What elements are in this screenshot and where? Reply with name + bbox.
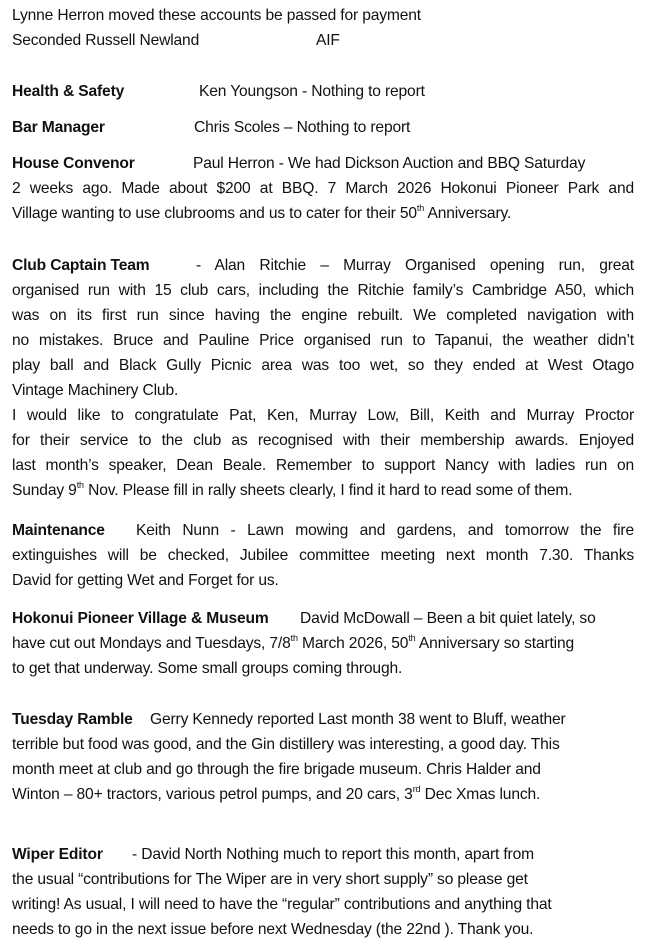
club-captain-line-1	[12, 256, 634, 276]
wiper-editor-heading: Wiper Editor	[12, 846, 103, 863]
house-convenor-text: Paul Herron - We had Dickson Auction and BBQ Saturday	[193, 155, 586, 172]
house-convenor-line-1	[12, 154, 586, 174]
club-captain-line-9: last month’s speaker, Dean Beale. Remember to support Nancy with ladies run on	[12, 457, 634, 474]
maintenance-line-1	[12, 521, 634, 541]
club-captain-line-10	[12, 481, 572, 501]
club-captain-text: - Alan Ritchie – Murray Organised opening run, great	[196, 257, 634, 274]
club-captain-line-6: Vintage Machinery Club.	[12, 382, 179, 399]
museum-line-2	[12, 634, 574, 654]
tuesday-ramble-line-3: month meet at club and go through the fire brigade museum. Chris Halder and	[12, 761, 541, 778]
superscript: rd	[412, 783, 421, 794]
maintenance-line-2: extinguishes will be checked, Jubilee committee meeting next month 7.30. Thanks	[12, 547, 634, 564]
house-convenor-line-3	[12, 204, 511, 224]
house-convenor-line-2: 2 weeks ago. Made about $200 at BBQ. 7 March 2026 Hokonui Pioneer Park and	[12, 180, 634, 197]
museum-heading: Hokonui Pioneer Village & Museum	[12, 610, 269, 627]
club-captain-line-10-end: Nov. Please fill in rally sheets clearly, I find it hard to read some of them.	[83, 482, 573, 499]
maintenance-text: Keith Nunn - Lawn mowing and gardens, and tomorrow the fire	[136, 522, 634, 539]
house-convenor-line-3-end: Anniversary.	[424, 205, 512, 222]
wiper-editor-line-2: the usual “contributions for The Wiper are in very short supply” so please get	[12, 871, 528, 888]
tuesday-ramble-heading: Tuesday Ramble	[12, 711, 133, 728]
tuesday-ramble-text: Gerry Kennedy reported Last month 38 went to Bluff, weather	[150, 711, 566, 728]
club-captain-line-5: play ball and Black Gully Picnic area was too wet, so they ended at West Otago	[12, 357, 634, 374]
wiper-editor-line-3: writing! As usual, I will need to have the “regular” contributions and anything that	[12, 896, 552, 913]
tuesday-ramble-line-1	[12, 710, 566, 730]
seconded-text: Seconded Russell Newland	[12, 32, 200, 49]
bar-manager-line	[12, 118, 411, 138]
museum-text: David McDowall – Been a bit quiet lately, so	[300, 610, 596, 627]
museum-line-2-mid: March 2026, 50	[297, 635, 409, 652]
club-captain-line-10-text: Sunday 9	[12, 482, 77, 499]
superscript: th	[416, 202, 425, 213]
bar-manager-text: Chris Scoles – Nothing to report	[194, 119, 411, 136]
club-captain-line-3: was on its first run since having the engine rebuilt. We completed navigation with	[12, 307, 634, 324]
club-captain-line-2: organised run with 15 club cars, including the Ritchie family’s Cambridge A50, which	[12, 282, 634, 299]
superscript: th	[76, 479, 84, 490]
wiper-editor-line-4: needs to go in the next issue before next Wednesday (the 22nd ). Thank you.	[12, 921, 534, 938]
house-convenor-heading: House Convenor	[12, 155, 135, 172]
superscript: th	[408, 632, 416, 643]
maintenance-heading: Maintenance	[12, 522, 105, 539]
house-convenor-line-3-text: Village wanting to use clubrooms and us to cater for their 50	[12, 205, 417, 222]
club-captain-line-7: I would like to congratulate Pat, Ken, Murray Low, Bill, Keith and Murray Proctor	[12, 407, 634, 424]
museum-line-1	[12, 609, 596, 629]
wiper-editor-text: - David North Nothing much to report this month, apart from	[132, 846, 534, 863]
club-captain-line-4: no mistakes. Bruce and Pauline Price organised run to Tapanui, the weather didn’t	[12, 332, 634, 349]
health-safety-heading: Health & Safety	[12, 83, 125, 100]
health-safety-line	[12, 82, 425, 102]
superscript: th	[290, 632, 298, 643]
wiper-editor-line-1	[12, 845, 534, 865]
health-safety-text: Ken Youngson - Nothing to report	[199, 83, 425, 100]
club-captain-line-8: for their service to the club as recognised with their membership awards. Enjoyed	[12, 432, 634, 449]
tuesday-ramble-line-4-end: Dec Xmas lunch.	[420, 786, 541, 803]
motion-line: Lynne Herron moved these accounts be passed for payment	[12, 7, 421, 24]
carried-text: AIF	[316, 32, 340, 49]
seconded-line	[12, 31, 340, 51]
maintenance-line-3: David for getting Wet and Forget for us.	[12, 572, 279, 589]
museum-line-2-end: Anniversary so starting	[415, 635, 575, 652]
tuesday-ramble-line-4-text: Winton – 80+ tractors, various petrol pumps, and 20 cars, 3	[12, 786, 413, 803]
bar-manager-heading: Bar Manager	[12, 119, 105, 136]
museum-line-2-text: have cut out Mondays and Tuesdays, 7/8	[12, 635, 291, 652]
tuesday-ramble-line-2: terrible but food was good, and the Gin distillery was interesting, a good day. This	[12, 736, 560, 753]
club-captain-heading: Club Captain Team	[12, 257, 150, 274]
tuesday-ramble-line-4	[12, 785, 540, 805]
museum-line-3: to get that underway. Some small groups coming through.	[12, 660, 403, 677]
